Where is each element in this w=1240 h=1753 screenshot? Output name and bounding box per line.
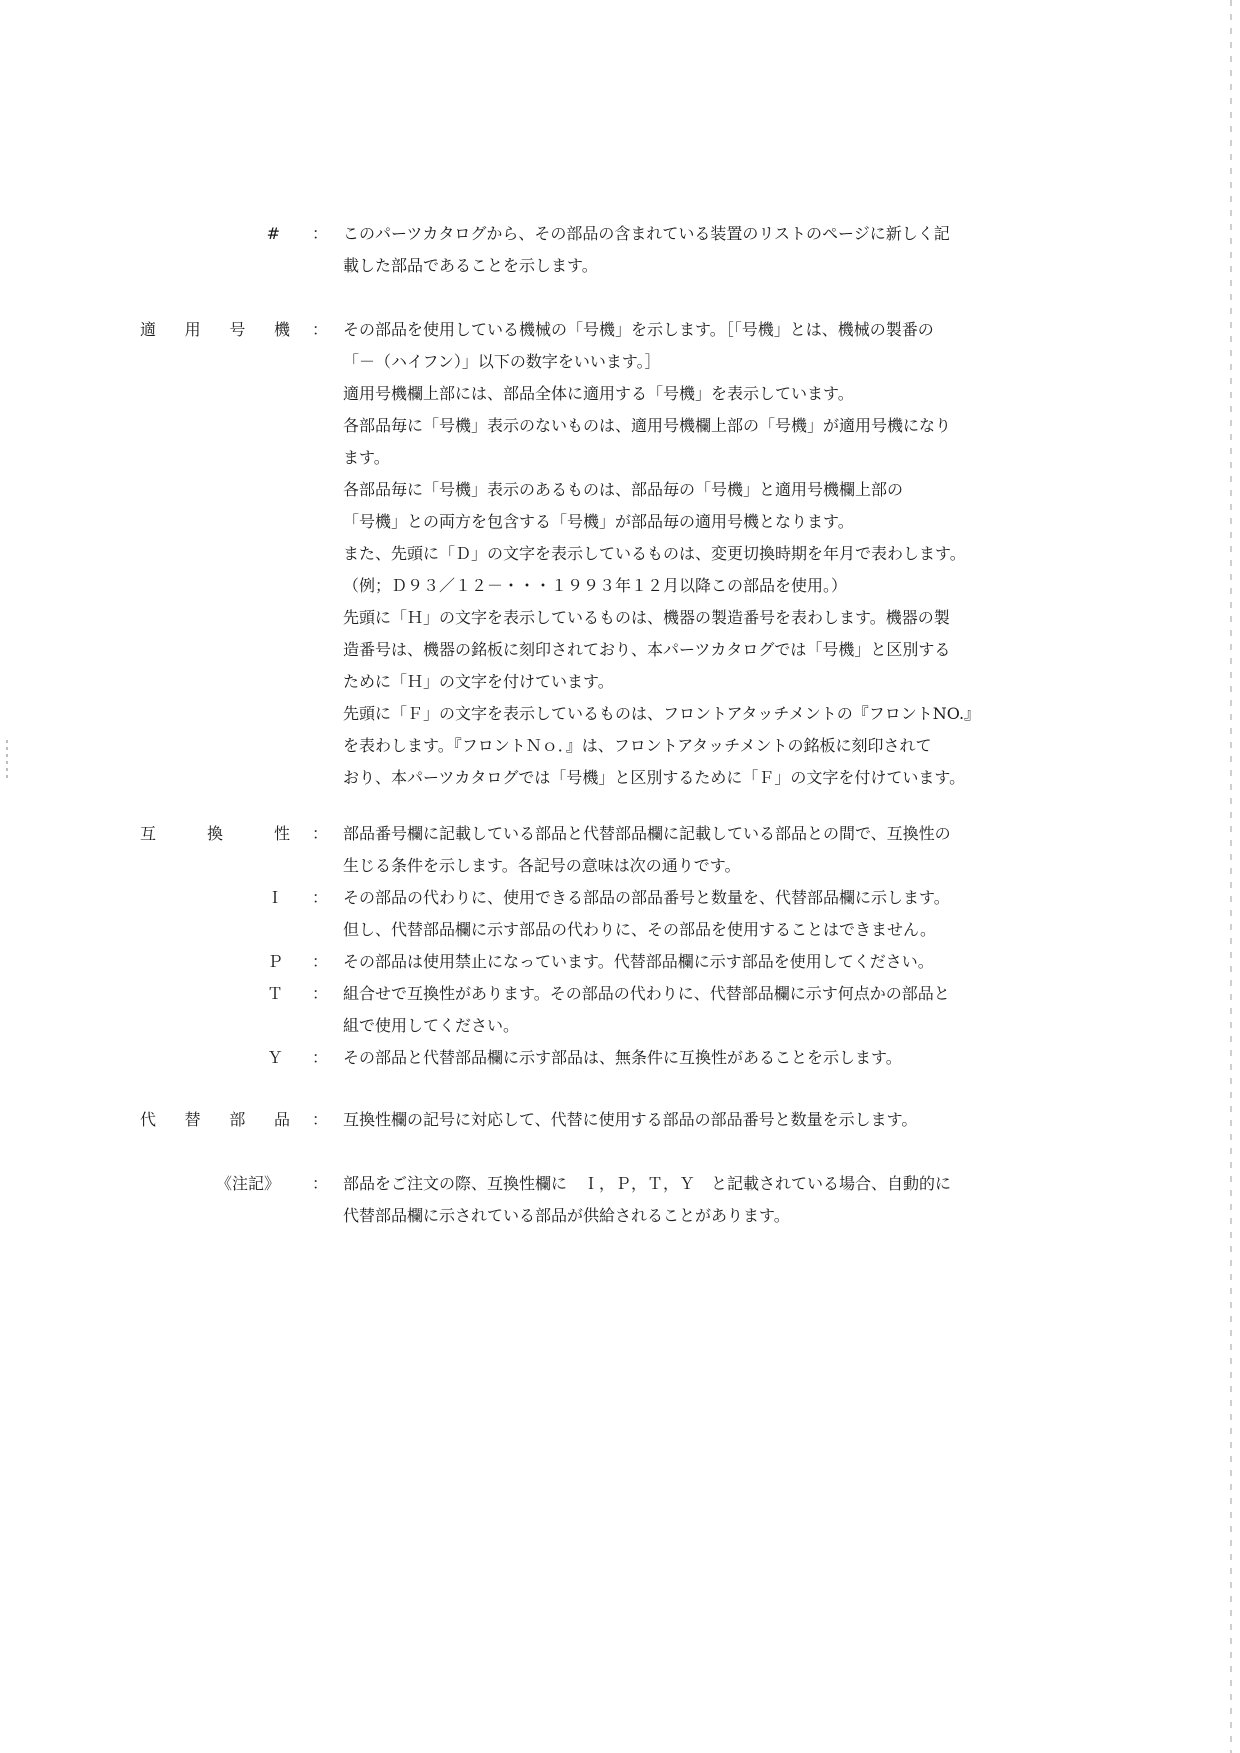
body-compat — [343, 818, 1103, 882]
text-line: その部品の代わりに、使用できる部品の部品番号と数量を、代替部品欄に示します。 — [343, 888, 950, 907]
colon: ： — [311, 224, 328, 243]
colon: ： — [311, 888, 328, 907]
term-note: 《注記》 — [215, 1174, 280, 1193]
colon: ： — [311, 824, 328, 843]
text-line: 先頭に「Ｆ」の文字を表示しているものは、フロントアタッチメントの『フロントNO.』 — [343, 704, 981, 723]
text-line: 代替部品欄に示されている部品が供給されることがあります。 — [343, 1206, 790, 1225]
text-line: 部品番号欄に記載している部品と代替部品欄に記載している部品との間で、互換性の — [343, 824, 951, 843]
text-line: 但し、代替部品欄に示す部品の代わりに、その部品を使用することはできません。 — [343, 920, 936, 939]
text-line: 各部品毎に「号機」表示のないものは、適用号機欄上部の「号機」が適用号機になり — [343, 416, 952, 435]
colon: ： — [311, 1048, 328, 1067]
term-char: 性 — [273, 824, 290, 843]
compat-code: Ｐ — [266, 952, 283, 971]
text-line: また、先頭に「Ｄ」の文字を表示しているものは、変更切換時期を年月で表わします。 — [343, 544, 966, 563]
body-compat-p — [343, 946, 1103, 978]
text-line: 造番号は、機器の銘板に刻印されており、本パーツカタログでは「号機」と区別する — [343, 640, 951, 659]
text-line: 「－（ハイフン）」以下の数字をいいます。］ — [343, 352, 661, 371]
colon: ： — [311, 320, 328, 339]
scan-left-mark — [6, 740, 8, 780]
body-note — [343, 1168, 1103, 1232]
term-hash: # — [266, 224, 280, 243]
term-compat — [140, 818, 290, 850]
body-compat-y — [343, 1042, 1103, 1074]
text-line: 各部品毎に「号機」表示のあるものは、部品毎の「号機」と適用号機欄上部の — [343, 480, 904, 499]
text-line: ます。 — [343, 448, 390, 467]
compat-code: Ｔ — [266, 984, 283, 1003]
term-char: 互 — [140, 824, 157, 843]
body-compat-t — [343, 978, 1103, 1042]
text-line: その部品は使用禁止になっています。代替部品欄に示す部品を使用してください。 — [343, 952, 934, 971]
text-line: このパーツカタログから、その部品の含まれている装置のリストのページに新しく記 — [343, 224, 950, 243]
body-alternate — [343, 1104, 1103, 1136]
text-line: 生じる条件を示します。各記号の意味は次の通りです。 — [343, 856, 741, 875]
text-line: 組で使用してください。 — [343, 1016, 520, 1035]
text-line: を表わします。『フロントＮｏ．』は、フロントアタッチメントの銘板に刻印されて — [343, 736, 932, 755]
text-line: （例；Ｄ９３／１２－・・・１９９３年１２月以降この部品を使用。） — [343, 576, 848, 595]
colon: ： — [311, 952, 328, 971]
text-line: おり、本パーツカタログでは「号機」と区別するために「Ｆ」の文字を付けています。 — [343, 768, 966, 787]
text-line: 載した部品であることを示します。 — [343, 256, 598, 275]
text-line: 適用号機欄上部には、部品全体に適用する「号機」を表示しています。 — [343, 384, 854, 403]
text-line: 組合せで互換性があります。その部品の代わりに、代替部品欄に示す何点かの部品と — [343, 984, 950, 1003]
compat-code: Ｙ — [266, 1048, 283, 1067]
term-char: 品 — [273, 1110, 290, 1129]
term-char: 代 — [140, 1110, 157, 1129]
text-line: ために「Ｈ」の文字を付けています。 — [343, 672, 614, 691]
colon: ： — [311, 1110, 328, 1129]
scan-edge-mark — [1230, 0, 1232, 1753]
text-line: 「号機」との両方を包含する「号機」が部品毎の適用号機となります。 — [343, 512, 854, 531]
term-char: 部 — [229, 1110, 246, 1129]
colon: ： — [311, 1174, 328, 1193]
term-char: 号 — [229, 320, 246, 339]
term-applicable — [140, 314, 290, 346]
text-line: 先頭に「Ｈ」の文字を表示しているものは、機器の製造番号を表わします。機器の製 — [343, 608, 950, 627]
term-char: 適 — [140, 320, 157, 339]
term-char: 換 — [206, 824, 223, 843]
text-line: 部品をご注文の際、互換性欄に Ｉ，Ｐ，Ｔ，Ｙ と記載されている場合、自動的に — [343, 1174, 952, 1193]
text-line: その部品を使用している機械の「号機」を示します。［「号機」とは、機械の製番の — [343, 320, 934, 339]
text-line: その部品と代替部品欄に示す部品は、無条件に互換性があることを示します。 — [343, 1048, 902, 1067]
colon: ： — [311, 984, 328, 1003]
term-char: 用 — [184, 320, 201, 339]
text-line: 互換性欄の記号に対応して、代替に使用する部品の部品番号と数量を示します。 — [343, 1110, 918, 1129]
compat-code: Ｉ — [266, 888, 283, 907]
term-char: 機 — [273, 320, 290, 339]
body-applicable — [343, 314, 1103, 794]
body-compat-i — [343, 882, 1103, 946]
term-char: 替 — [184, 1110, 201, 1129]
term-alternate — [140, 1104, 290, 1136]
body-hash — [343, 218, 1103, 282]
